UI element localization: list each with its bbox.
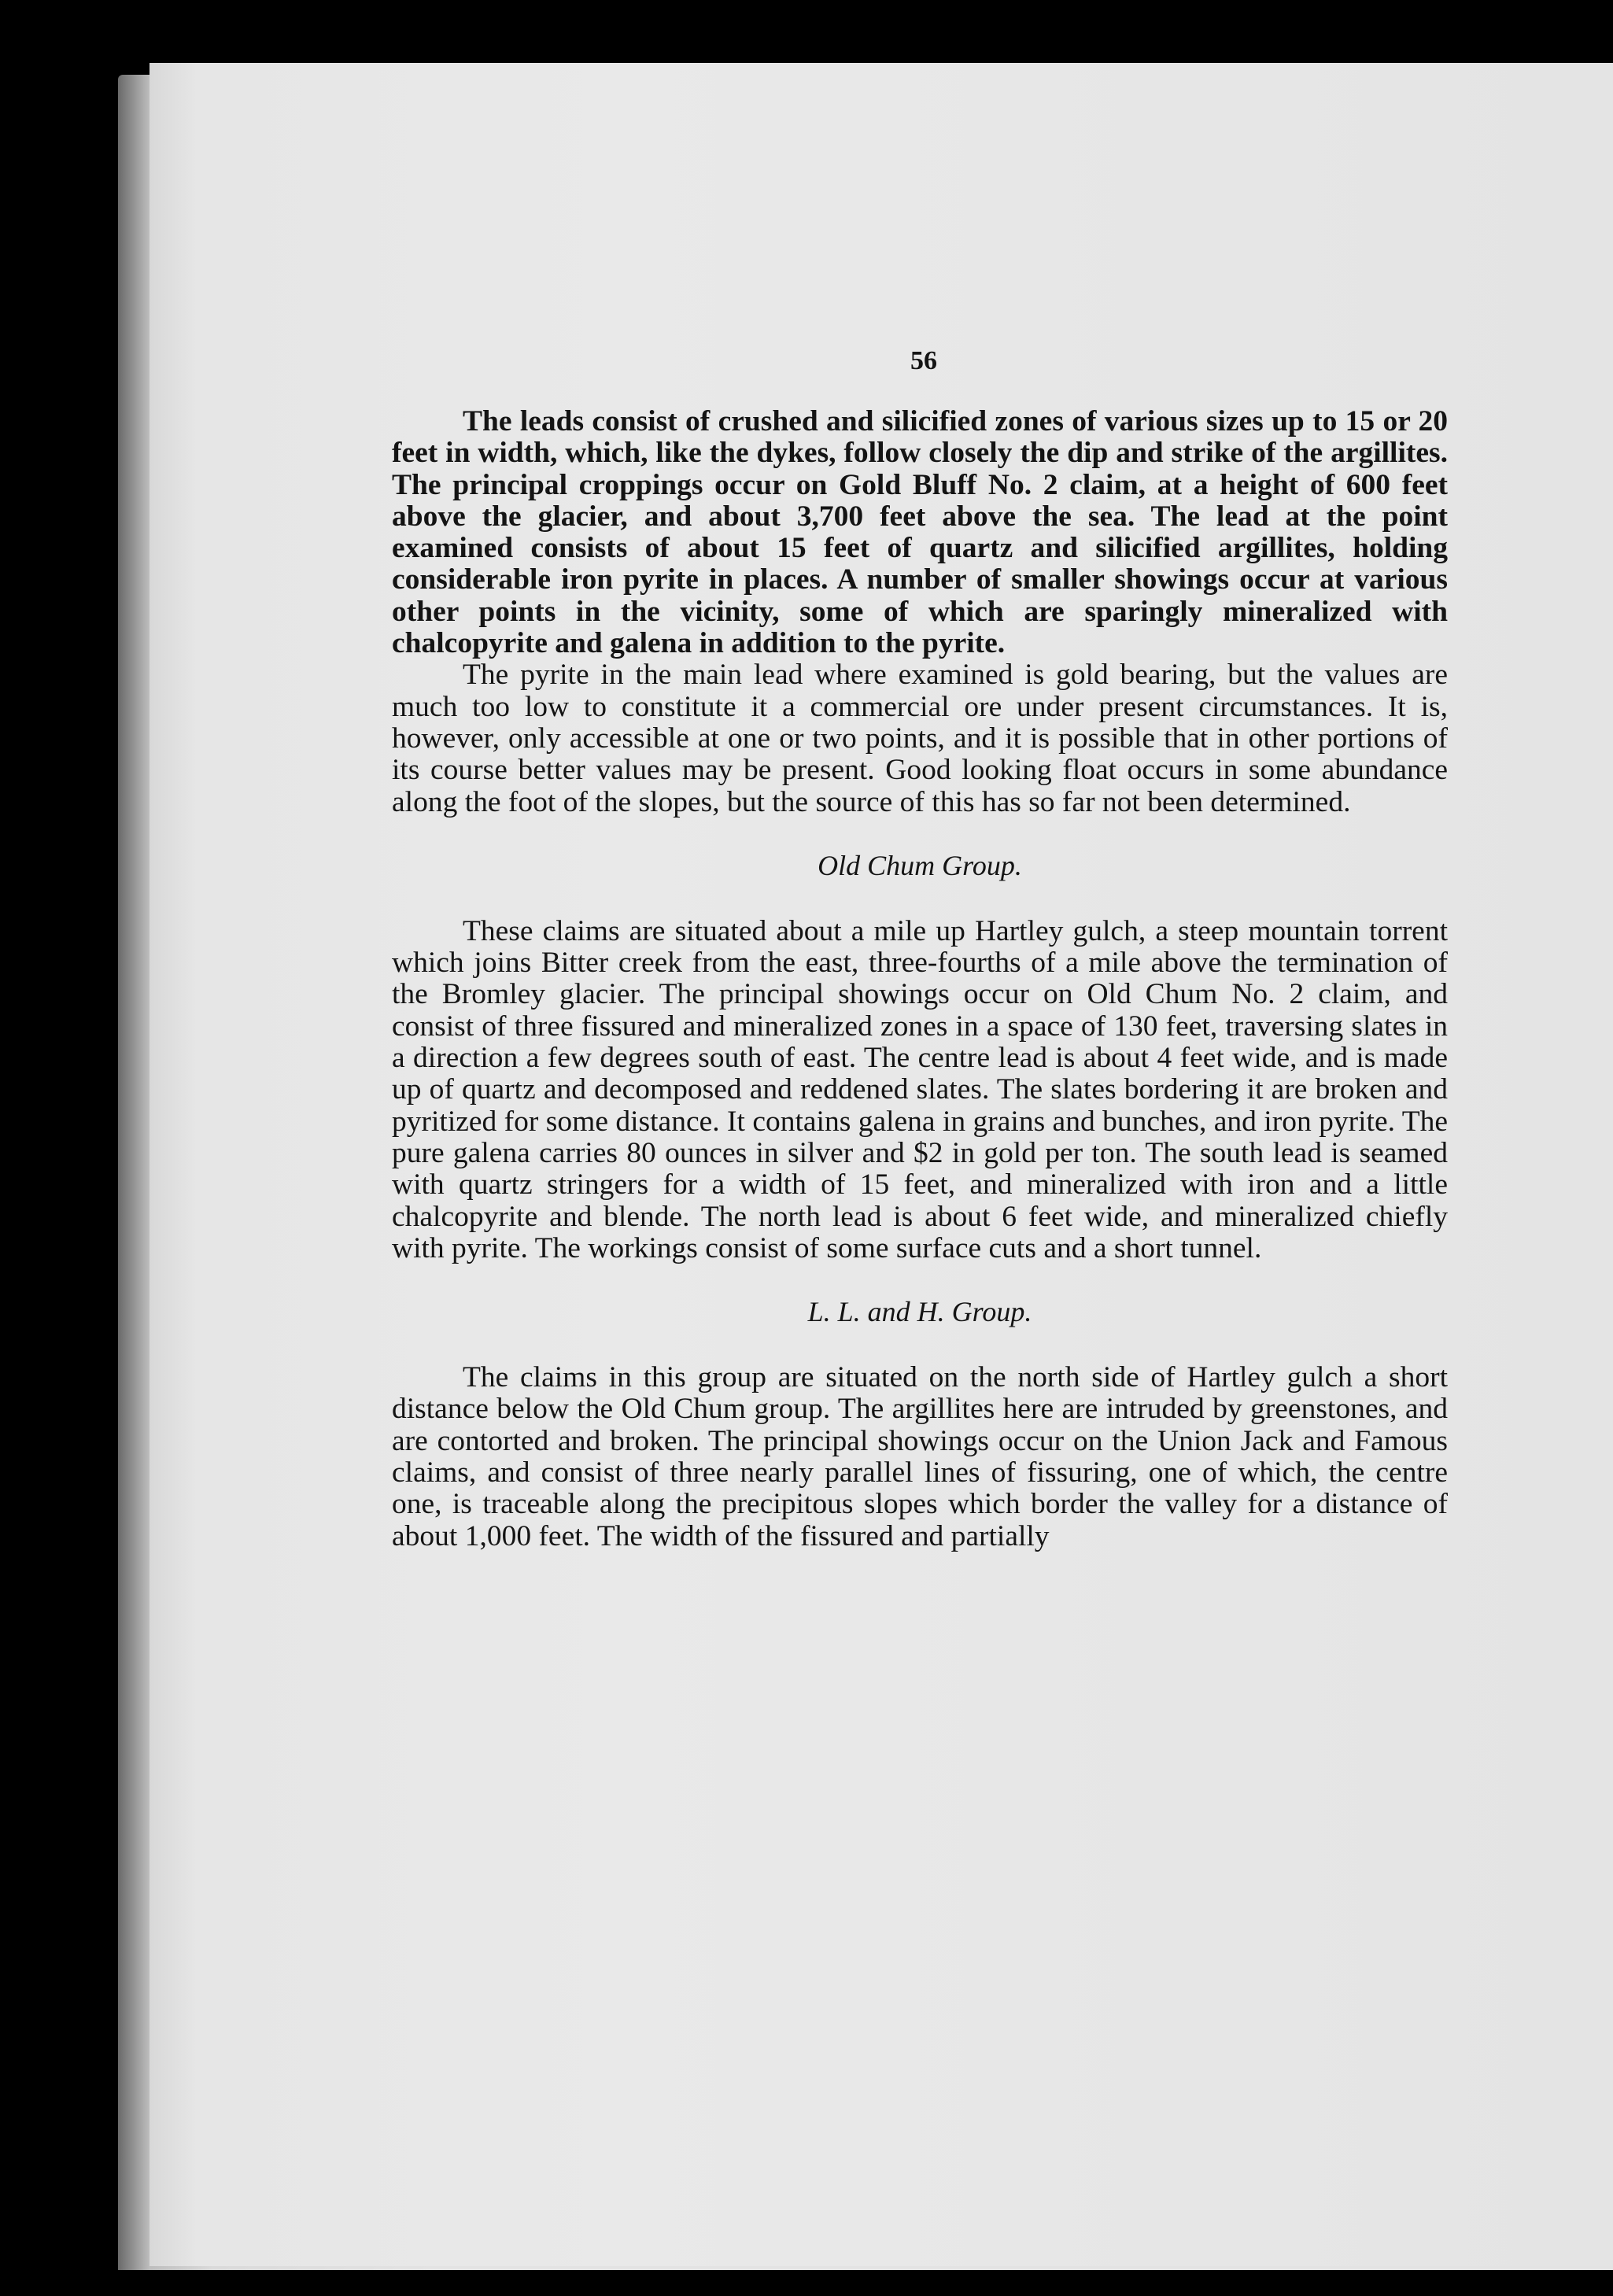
paragraph-leads: The leads consist of crushed and silicified zones of various sizes up to 15 or 20 feet in width, which, like the dykes, follow closely the dip and strike of the argillites. The principal croppings occur on Gold Bluff No. 2 claim, at a height of 600 feet above the glacier, and about 3,700 feet above the sea. The lead at the point examined consists of about 15 feet of quartz and silicified argillites, holding considerable iron pyrite in places. A number of smaller showings occur at various other points in the vicinity, some of which are sparingly mineralized with chalcopyrite and galena in addition to the pyrite.	[392, 405, 1448, 660]
paragraph-pyrite: The pyrite in the main lead where examined is gold bearing, but the values are much too low to constitute it a commercial ore under present circumstances. It is, however, only accessible at one or two points, and it is possible that in other portions of its course better values may be present. Good looking float occurs in some abundance along the foot of the slopes, but the source of this has so far not been determined.	[392, 659, 1448, 818]
paragraph-old-chum: These claims are situated about a mile up Hartley gulch, a steep mountain torrent which joins Bitter creek from the east, three-fourths of a mile above the termination of the Bromley glacier. The principal showings occur on Old Chum No. 2 claim, and consist of three fissured and mineralized zones in a space of 130 feet, traversing slates in a direction a few degrees south of east. The centre lead is about 4 feet wide, and is made up of quartz and decomposed and reddened slates. The slates bordering it are broken and pyritized for some distance. It contains galena in grains and bunches, and iron pyrite. The pure galena carries 80 ounces in silver and $2 in gold per ton. The south lead is seamed with quartz stringers for a width of 15 feet, and mineralized with iron and a little chalcopyrite and blende. The north lead is about 6 feet wide, and mineralized chiefly with pyrite. The workings consist of some surface cuts and a short tunnel.	[392, 914, 1448, 1264]
paragraph-llh: The claims in this group are situated on the north side of Hartley gulch a short distance below the Old Chum group. The argillites here are intruded by greenstones, and are contorted and broken. The principal showings occur on the Union Jack and Famous claims, and consist of three nearly parallel lines of fissuring, one of which, the centre one, is traceable along the precipitous slopes which border the valley for a distance of about 1,000 feet. The width of the fissured and partially	[392, 1361, 1448, 1552]
heading-old-chum-group: Old Chum Group.	[818, 849, 1022, 881]
page-number: 56	[910, 346, 937, 375]
heading-llh-group: L. L. and H. Group.	[807, 1296, 1032, 1328]
page-content	[392, 346, 1448, 1552]
